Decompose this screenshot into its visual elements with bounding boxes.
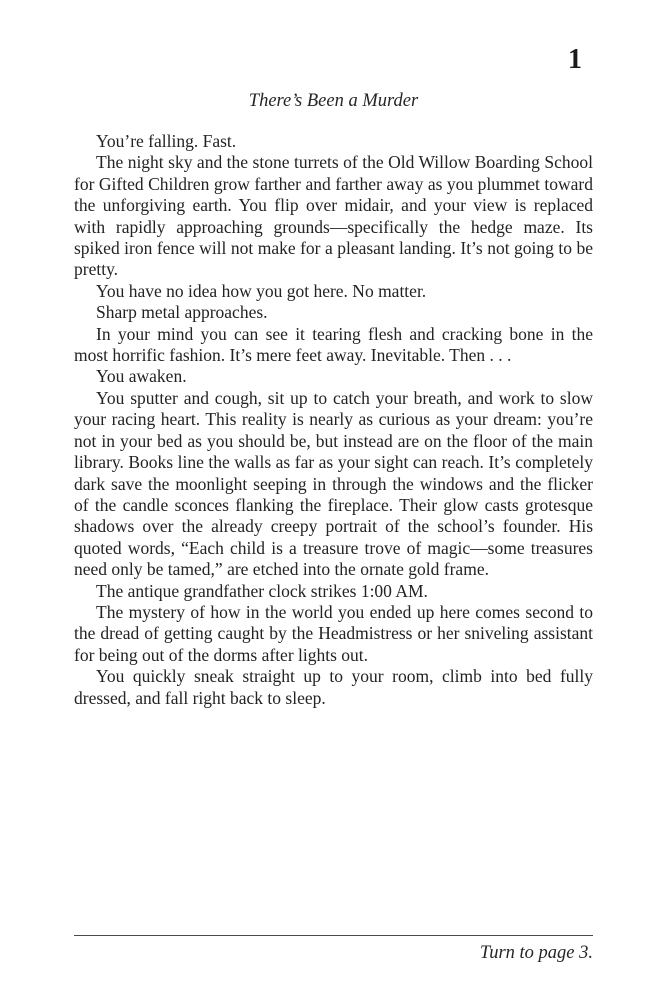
turn-to-page-instruction[interactable]: Turn to page 3. (479, 943, 593, 963)
paragraph: You sputter and cough, sit up to catch your breath, and work to slow your racing heart. This reality is nearly as curious as your dream: you’re not in your bed as you should be, but instead are on the floor of the main library. Books line the walls as far as your sight can reach. It’s completely dark save the moonlight seeping in through the windows and the flicker of the candle sconces flanking the fireplace. Their glow casts grotesque shadows over the already creepy portrait of the school’s founder. His quoted words, “Each child is a treasure trove of magic—some treasures need only be tamed,” are etched into the ornate gold frame. (74, 387, 593, 580)
chapter-title: There’s Been a Murder (248, 91, 419, 111)
paragraph: Sharp metal approaches. (96, 302, 268, 323)
paragraph: The antique grandfather clock strikes 1:00 AM. (96, 580, 428, 601)
story-text (74, 131, 593, 709)
paragraph: You’re falling. Fast. (96, 131, 237, 151)
paragraph: You have no idea how you got here. No matter. (96, 280, 427, 301)
paragraph: You quickly sneak straight up to your room, climb into bed fully dressed, and fall right back to sleep. (74, 666, 593, 708)
footer-divider (74, 935, 593, 936)
paragraph: The night sky and the stone turrets of the Old Willow Boarding School for Gifted Children grow farther and farther away as you plummet toward the unforgiving earth. You flip over midair, and your view is replaced with rapidly approaching grounds—specifically the hedge maze. Its spiked iron fence will not make for a pleasant landing. It’s not going to be pretty. (74, 152, 593, 280)
paragraph: You awaken. (96, 366, 187, 387)
page-number: 1 (568, 44, 582, 75)
paragraph: The mystery of how in the world you ended up here comes second to the dread of getting caught by the Headmistress or her sniveling assistant for being out of the dorms after lights out. (74, 601, 593, 665)
paragraph: In your mind you can see it tearing flesh and cracking bone in the most horrific fashion. It’s mere feet away. Inevitable. Then . . . (74, 323, 593, 366)
